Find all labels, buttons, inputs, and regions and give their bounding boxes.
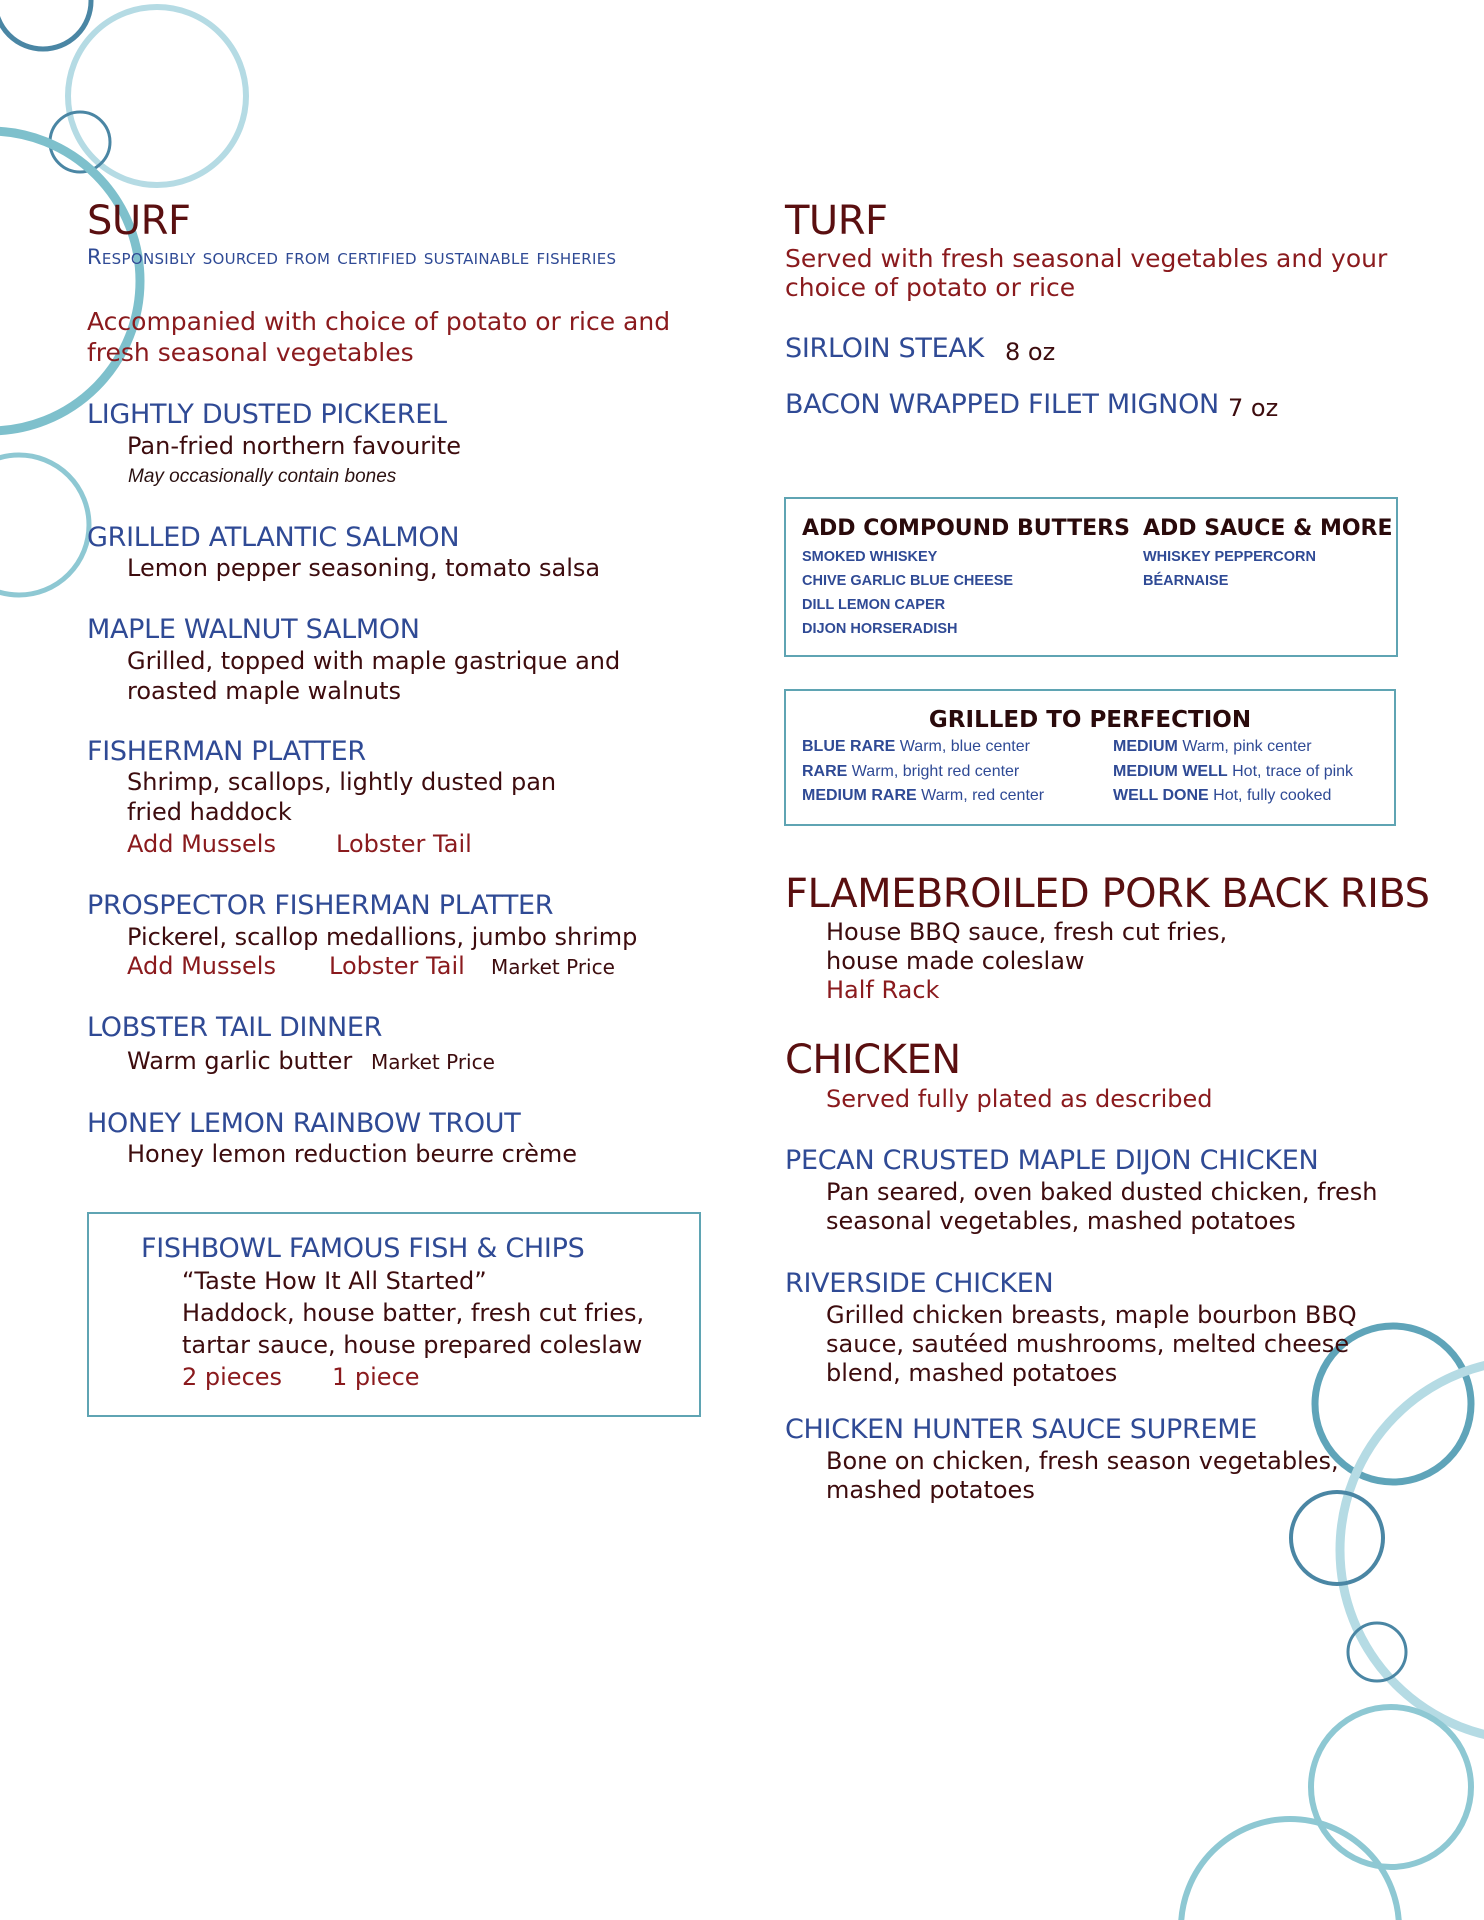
doneness-desc: Warm, red center (921, 787, 1045, 804)
butter-option: DIJON HORSERADISH (802, 621, 958, 637)
bubble (1348, 1623, 1406, 1681)
sauces-list (1143, 545, 1316, 593)
bubble (68, 7, 246, 185)
bubble (1340, 1360, 1484, 1740)
portion-size: 7 oz (1228, 394, 1279, 422)
menu-item-desc: Pickerel, scallop medallions, jumbo shrimp (127, 923, 638, 951)
menu-item-desc: sauce, sautéed mushrooms, melted cheese (826, 1330, 1350, 1358)
menu-item-desc: Grilled, topped with maple gastrique and (127, 647, 621, 675)
menu-item-desc: Lemon pepper seasoning, tomato salsa (127, 554, 601, 582)
doneness-row (802, 760, 1044, 785)
doneness-level: MEDIUM (1113, 738, 1178, 755)
market-price: Market Price (371, 1050, 495, 1074)
doneness-heading: GRILLED TO PERFECTION (928, 707, 1252, 733)
menu-item-title: BACON WRAPPED FILET MIGNON (785, 389, 1219, 420)
chicken-intro: Served fully plated as described (826, 1085, 1213, 1113)
menu-item-note: May occasionally contain bones (128, 466, 397, 487)
chicken-heading: CHICKEN (785, 1037, 961, 1083)
option-lobster-tail: Lobster Tail (329, 952, 465, 980)
feature-desc: tartar sauce, house prepared coleslaw (182, 1331, 643, 1359)
menu-item-title: MAPLE WALNUT SALMON (87, 614, 420, 645)
menu-item-desc: Bone on chicken, fresh season vegetables, (826, 1447, 1339, 1475)
doneness-left (802, 735, 1044, 809)
sauce-option: BÉARNAISE (1143, 573, 1229, 589)
menu-item-desc: seasonal vegetables, mashed potatoes (826, 1207, 1296, 1235)
butters-list (802, 545, 1013, 641)
doneness-box (784, 689, 1396, 826)
bubble (0, 0, 91, 49)
menu-item-title: HONEY LEMON RAINBOW TROUT (87, 1108, 521, 1139)
ribs-desc: house made coleslaw (826, 947, 1085, 975)
menu-item-desc: Honey lemon reduction beurre crème (127, 1140, 578, 1168)
doneness-desc: Hot, trace of pink (1232, 762, 1354, 780)
surf-heading: SURF (87, 198, 191, 244)
feature-desc: Haddock, house batter, fresh cut fries, (182, 1299, 645, 1327)
option-1-piece: 1 piece (332, 1363, 420, 1391)
menu-item-title: LIGHTLY DUSTED PICKEREL (87, 399, 447, 430)
menu-item-desc: Grilled chicken breasts, maple bourbon BBQ (826, 1301, 1357, 1329)
menu-item-title: RIVERSIDE CHICKEN (785, 1268, 1054, 1299)
option-add-mussels: Add Mussels (127, 952, 276, 980)
turf-heading: TURF (785, 198, 888, 244)
doneness-level: MEDIUM WELL (1113, 762, 1228, 780)
menu-item-title: CHICKEN HUNTER SAUCE SUPREME (785, 1414, 1257, 1445)
turf-intro-line2: choice of potato or rice (785, 273, 1076, 302)
butters-heading: ADD COMPOUND BUTTERS (802, 516, 1130, 541)
doneness-level: RARE (802, 762, 848, 780)
butter-option: SMOKED WHISKEY (802, 549, 938, 565)
doneness-right (1113, 735, 1353, 809)
option-lobster-tail: Lobster Tail (336, 830, 472, 858)
butter-option: CHIVE GARLIC BLUE CHEESE (802, 573, 1014, 589)
bubble (50, 112, 110, 172)
menu-item-title: SIRLOIN STEAK (785, 333, 984, 364)
option-half-rack: Half Rack (826, 976, 940, 1004)
doneness-desc: Warm, blue center (899, 738, 1030, 755)
bubble (1181, 1819, 1399, 1920)
menu-item-desc: roasted maple walnuts (127, 677, 401, 705)
ribs-desc: House BBQ sauce, fresh cut fries, (826, 918, 1228, 946)
ribs-heading: FLAMEBROILED PORK BACK RIBS (785, 871, 1430, 917)
menu-item-title: PROSPECTOR FISHERMAN PLATTER (87, 890, 554, 921)
surf-tagline: Responsibly sourced from certified sustainable fisheries (87, 245, 617, 269)
doneness-row (1113, 784, 1353, 809)
butter-option: DILL LEMON CAPER (802, 597, 946, 613)
surf-intro-line2: fresh seasonal vegetables (87, 338, 414, 367)
doneness-row (1113, 760, 1353, 785)
sauces-heading: ADD SAUCE & MORE (1143, 516, 1393, 541)
feature-quote: “Taste How It All Started” (182, 1267, 487, 1295)
menu-item-desc: Pan seared, oven baked dusted chicken, fresh (826, 1178, 1378, 1206)
menu-item-desc: mashed potatoes (826, 1476, 1035, 1504)
bubble (1291, 1492, 1383, 1584)
option-add-mussels: Add Mussels (127, 830, 276, 858)
menu-item-title: FISHERMAN PLATTER (87, 736, 366, 767)
turf-intro-line1: Served with fresh seasonal vegetables and your (785, 244, 1388, 273)
doneness-desc: Hot, fully cooked (1213, 787, 1332, 804)
feature-title: FISHBOWL FAMOUS FISH & CHIPS (141, 1233, 585, 1264)
bubble (1311, 1707, 1471, 1867)
menu-item-title: LOBSTER TAIL DINNER (87, 1012, 383, 1043)
doneness-level: MEDIUM RARE (802, 787, 917, 804)
sauce-option: WHISKEY PEPPERCORN (1143, 549, 1316, 565)
surf-intro-line1: Accompanied with choice of potato or rice and (87, 307, 671, 336)
menu-item-desc: fried haddock (127, 798, 292, 826)
doneness-level: BLUE RARE (802, 738, 896, 755)
menu-item-title: GRILLED ATLANTIC SALMON (87, 522, 460, 553)
bubble (0, 455, 89, 595)
portion-size: 8 oz (1005, 338, 1056, 366)
menu-item-desc: Warm garlic butter (127, 1047, 353, 1075)
addons-box (784, 497, 1398, 657)
doneness-desc: Warm, bright red center (851, 762, 1020, 780)
menu-item-desc: blend, mashed potatoes (826, 1359, 1118, 1387)
bubble (0, 131, 140, 431)
feature-box-fish-chips (87, 1212, 701, 1417)
doneness-row (802, 735, 1044, 760)
menu-item-desc: Shrimp, scallops, lightly dusted pan (127, 768, 557, 796)
doneness-row (802, 784, 1044, 809)
market-price: Market Price (491, 955, 615, 979)
option-2-pieces: 2 pieces (182, 1363, 283, 1391)
doneness-row (1113, 735, 1353, 760)
menu-item-title: PECAN CRUSTED MAPLE DIJON CHICKEN (785, 1145, 1319, 1176)
doneness-desc: Warm, pink center (1182, 738, 1312, 755)
doneness-level: WELL DONE (1113, 787, 1209, 804)
menu-item-desc: Pan-fried northern favourite (127, 432, 461, 460)
